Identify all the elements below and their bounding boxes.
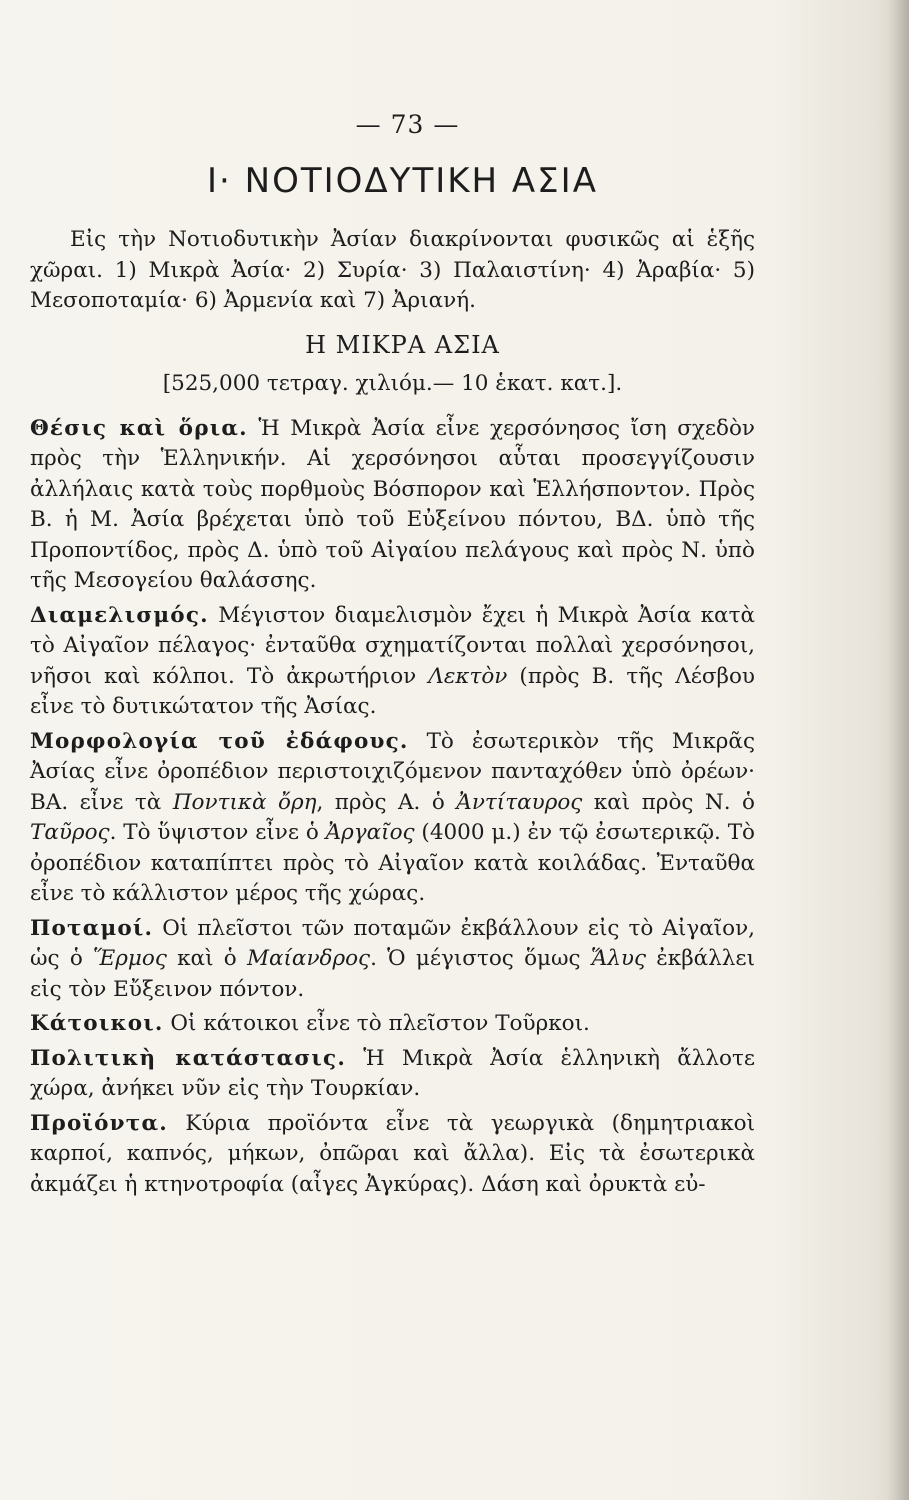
paragraph-heading: Θέσις καὶ ὅρια. [30,415,248,441]
italic-term: Ἀργαῖος [325,820,415,845]
body-paragraph [30,914,755,1006]
section-title: Η ΜΙΚΡΑ ΑΣΙΑ [305,330,500,359]
paragraph-text: Ἡ Μικρὰ Ἀσία εἶνε χερσόνησος ἴση σχεδὸν πρὸς τὴν Ἑλληνικήν. Αἱ χερσόνησοι αὗται προσεγγίζουσιν ἀλλήλαις κατὰ τοὺς πορθμοὺς Βόσπορον καὶ Ἑλλήσποντον. Πρὸς Β. ἡ Μ. Ἀσία βρέχεται ὑπὸ τοῦ Εὐξείνου πόντου, ΒΔ. ὑπὸ τῆς Προποντίδος, πρὸς Δ. ὑπὸ τοῦ Αἰγαίου πελάγους καὶ πρὸς Ν. ὑπὸ τῆς Μεσογείου θαλάσσης. [30,415,755,593]
paragraph-text: Μέγιστον διαμελισμὸν ἔχει ἡ Μικρὰ Ἀσία κατὰ τὸ Αἰγαῖον πέλαγος· ἐνταῦθα σχηματίζονται πολλαὶ χερσόνησοι, νῆσοι καὶ κόλποι. Τὸ ἀκρωτήριον [30,602,755,689]
italic-term: Ἕρμος [93,946,167,971]
paragraph-text: (4000 μ.) ἐν τῷ ἐσωτερικῷ. Τὸ ὀροπέδιον καταπίπτει πρὸς τὸ Αἰγαῖον κατὰ κοιλάδας. Ἐνταῦθα εἶνε τὸ κάλλιστον μέρος τῆς χώρας. [30,820,755,906]
paragraph-text: ἐκβάλλει εἰς τὸν Εὔξεινον πόντον. [30,946,755,1002]
paragraph-text: Ἡ Μικρὰ Ἀσία ἑλληνικὴ ἄλλοτε χώρα, ἀνήκει νῦν εἰς τὴν Τουρκίαν. [30,1045,756,1101]
paragraph-text: καὶ πρὸς Ν. ὁ [582,789,755,815]
body-paragraph [30,727,755,910]
italic-term: Ταῦρος [30,820,110,845]
page-edge-shadow [887,0,909,1500]
body-paragraphs [30,414,755,1201]
italic-term: Μαίανδρος [246,946,371,971]
body-paragraph [30,1109,755,1201]
italic-term: Ποντικὰ ὄρη [172,789,317,815]
paragraph-text: , πρὸς Α. ὁ [316,789,457,815]
paragraph-heading: Πολιτικὴ κατάστασις. [30,1045,347,1071]
paragraph-text: Τὸ ἐσωτερικὸν τῆς Μικρᾶς Ἀσίας εἶνε ὀροπέδιον περιστοιχιζόμενον πανταχόθεν ὑπὸ ὀρέων· ΒΑ. εἶνε τὰ [30,728,755,815]
paragraph-text: Οἱ κάτοικοι εἶνε τὸ πλεῖστον Τοῦρκοι. [163,1011,590,1036]
paragraph-text: Κύρια προϊόντα εἶνε τὰ γεωργικὰ (δημητριακοὶ καρποί, καπνός, μήκων, ὀπῶραι καὶ ἄλλα). Εἰς τὰ ἐσωτερικὰ ἀκμάζει ἡ κτηνοτροφία (αἶγες Ἀγκύρας). Δάση καὶ ὀρυκτὰ εὐ- [30,1110,755,1197]
paragraph-heading: Διαμελισμός. [30,602,209,628]
chapter-title: I· ΝΟΤΙΟΔΥΤΙΚΗ ΑΣΙΑ [207,161,598,201]
intro-paragraph: Εἰς τὴν Νοτιοδυτικὴν Ἀσίαν διακρίνονται φυσικῶς αἱ ἑξῆς χῶραι. 1) Μικρὰ Ἀσία· 2) Συρία· 3) Παλαιστίνη· 4) Ἀραβία· 5) Μεσοποταμία· 6) Ἀρμενία καὶ 7) Ἀριανή. [30,227,755,313]
body-paragraph [30,414,755,597]
paragraph-heading: Ποταμοί. [30,915,154,941]
paragraph-heading: Κάτοικοι. [30,1011,164,1036]
paragraph-heading: Μορφολογία τοῦ ἐδάφους. [30,728,409,754]
paragraph-heading: Προϊόντα. [30,1110,168,1136]
body-paragraph [30,1009,755,1040]
page-text [30,110,755,1204]
paragraph-text: καὶ ὁ [166,946,247,971]
italic-term: Ἀντίταυρος [456,789,583,815]
paragraph-text: (πρὸς Β. τῆς Λέσβου εἶνε τὸ δυτικώτατον τῆς Ἀσίας. [30,663,755,719]
italic-term: Ἅλυς [590,946,646,971]
page-number: — 73 — [355,110,460,139]
paragraph-text: . Τὸ ὕψιστον εἶνε ὁ [109,820,326,845]
italic-term: Λεκτὸν [428,663,508,689]
body-paragraph [30,1044,755,1105]
body-paragraph [30,601,755,723]
area-line: [525,000 τετραγ. χιλιόμ.— 10 ἑκατ. κατ.]. [162,370,623,396]
paragraph-text: Οἱ πλεῖστοι τῶν ποταμῶν ἐκβάλλουν εἰς τὸ Αἰγαῖον, ὡς ὁ [30,915,755,971]
paragraph-text: . Ὁ μέγιστος ὅμως [370,946,591,971]
